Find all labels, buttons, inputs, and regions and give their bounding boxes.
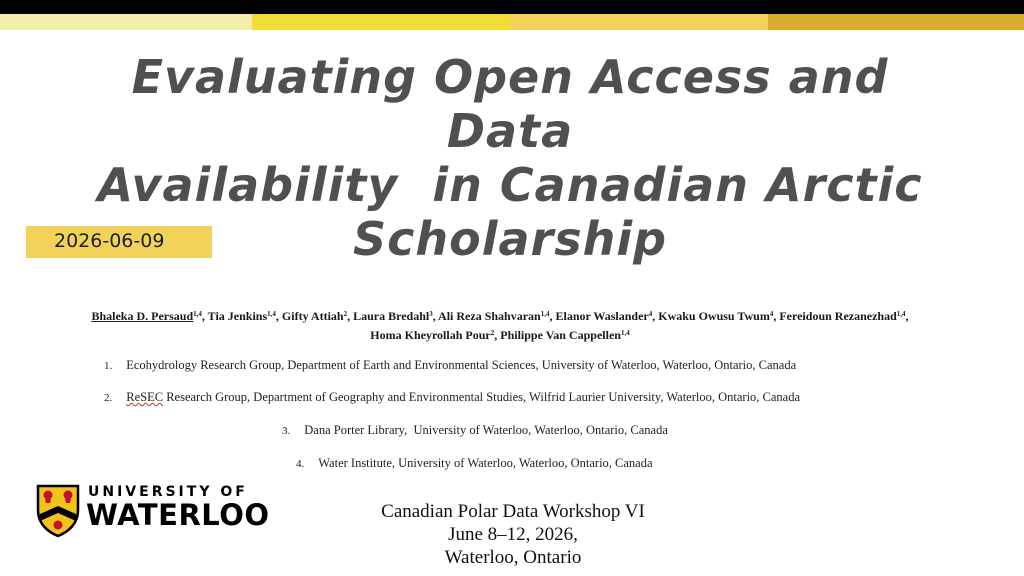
author-name: Homa Kheyrollah Pour [370, 328, 491, 342]
author-name: Fereidoun Rezanezhad [779, 309, 897, 323]
workshop-info [320, 500, 706, 569]
author [370, 328, 494, 342]
author [500, 328, 629, 342]
author [438, 309, 549, 323]
author-name: Gifty Attiah [281, 309, 344, 323]
author-affiliation-marker: 3 [429, 310, 433, 318]
author [208, 309, 276, 323]
affiliation-3 [282, 423, 668, 438]
stripe-pale-yellow [0, 14, 252, 30]
author-name: Ali Reza Shahvaran [438, 309, 541, 323]
logo-text-top: UNIVERSITY OF [88, 484, 248, 500]
affiliation-number: 1. [104, 360, 113, 372]
workshop-location: Waterloo, Ontario [444, 547, 582, 568]
author-name: Bhaleka D. Persaud [91, 309, 194, 323]
author-name: Laura Bredahl [353, 309, 430, 323]
affiliation-text: Water Institute, University of Waterloo, Waterloo, Ontario, Canada [318, 456, 653, 470]
affiliation-2 [104, 390, 800, 405]
author-list: Bhaleka D. Persaud$^{1,4}$, Tia Jenkins$^{1,4}$, Gifty Attiah$^2$, Laura Bredahl$^3$, Ali Reza Shahvaran$^{1,4}$, Elanor Waslander$^4$, Kwaku Owusu Twum$^4$, Fereidoun Rezanezhad$^{1,4}$, Homa Kheyrollah Pour$^2$, Philippe Van Cappellen$^{1,4}$ [91, 309, 909, 342]
author [282, 309, 347, 323]
workshop-dates: June 8–12, 2026, [448, 524, 578, 545]
author-affiliation-marker: 2 [490, 329, 495, 337]
author [353, 309, 433, 323]
workshop-name: Canadian Polar Data Workshop VI [381, 501, 645, 522]
affiliation-text: Dana Porter Library, University of Waterloo, Waterloo, Ontario, Canada [304, 423, 668, 437]
affiliation-text: Ecohydrology Research Group, Department of Earth and Environmental Sciences, University of Waterloo, Waterloo, Ontario, Canada [126, 358, 797, 372]
author-name: Elanor Waslander [555, 309, 649, 323]
author [658, 309, 773, 323]
author-affiliation-marker: 2 [343, 310, 348, 318]
author-affiliation-marker: 1,4 [620, 329, 630, 337]
affiliation-4 [296, 456, 653, 471]
affiliation-number: 2. [104, 392, 113, 404]
affiliation-1 [104, 358, 796, 373]
date-text: 2026-06-09 [54, 230, 165, 252]
title-line-3: Scholarship [352, 212, 668, 266]
author-name: Kwaku Owusu Twum [658, 309, 770, 323]
affiliation-number: 3. [282, 425, 291, 437]
author [555, 309, 652, 323]
university-logo [36, 484, 276, 540]
author-affiliation-marker: 1,4 [267, 310, 276, 318]
author-affiliation-marker: 1,4 [896, 310, 906, 318]
shield-icon [36, 484, 80, 538]
affiliation-lead: ReSEC [126, 390, 164, 404]
top-black-bar [0, 0, 1024, 14]
author [91, 309, 201, 323]
affiliation-text: Research Group, Department of Geography and Environmental Studies, Wilfrid Laurier University, Waterloo, Ontario, Canada [163, 390, 801, 404]
logo-text-main: WATERLOO [86, 498, 270, 532]
author-affiliation-marker: 1,4 [193, 310, 202, 318]
author-name: Tia Jenkins [207, 309, 268, 323]
affiliation-number: 4. [296, 458, 305, 470]
stripe-dark-gold [768, 14, 1024, 30]
date-badge [26, 226, 212, 258]
stripe-bright-yellow [252, 14, 510, 30]
author-name: Philippe Van Cappellen [500, 328, 621, 342]
title-line-1: Evaluating Open Access and Data [131, 50, 889, 158]
title-line-2: Availability in Canadian Arctic [97, 158, 923, 212]
author [779, 309, 905, 323]
stripe-gold [510, 14, 768, 30]
author-affiliation-marker: 4 [648, 310, 653, 318]
author-affiliation-marker: 4 [769, 310, 774, 318]
author-affiliation-marker: 1,4 [540, 310, 550, 318]
